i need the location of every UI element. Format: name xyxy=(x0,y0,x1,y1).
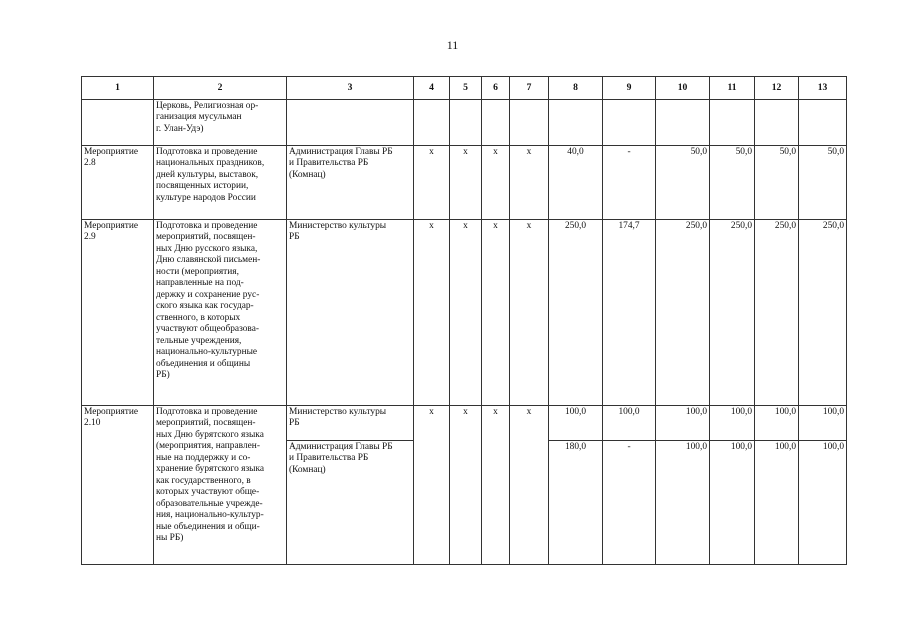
value-cell: 180,0 xyxy=(549,441,603,565)
measure-cell: Мероприятие 2.8 xyxy=(82,146,154,220)
value-cell: х xyxy=(414,406,450,565)
measure-cell: Мероприятие 2.10 xyxy=(82,406,154,565)
value-cell: 100,0 xyxy=(656,441,710,565)
header-cell: 2 xyxy=(154,77,287,100)
header-cell: 10 xyxy=(656,77,710,100)
value-cell xyxy=(414,100,450,146)
value-cell xyxy=(450,100,482,146)
value-cell: 100,0 xyxy=(656,406,710,441)
executor-cell: Администрация Главы РБ и Правительства РБ (Комнац) xyxy=(287,146,414,220)
value-cell: 40,0 xyxy=(549,146,603,220)
value-cell: 250,0 xyxy=(710,220,755,406)
value-cell: 50,0 xyxy=(755,146,799,220)
value-cell: 250,0 xyxy=(549,220,603,406)
header-cell: 8 xyxy=(549,77,603,100)
value-cell xyxy=(710,100,755,146)
value-cell: х xyxy=(510,220,549,406)
value-cell: х xyxy=(510,406,549,565)
value-cell: 250,0 xyxy=(755,220,799,406)
header-row xyxy=(82,77,847,100)
value-cell: 100,0 xyxy=(755,406,799,441)
executor-cell: Министерство культуры РБ xyxy=(287,406,414,441)
header-cell: 9 xyxy=(603,77,656,100)
header-cell: 13 xyxy=(799,77,847,100)
header-cell: 7 xyxy=(510,77,549,100)
value-cell: 174,7 xyxy=(603,220,656,406)
description-cell: Церковь, Религиозная ор- ганизация мусульман г. Улан-Удэ) xyxy=(154,100,287,146)
value-cell: - xyxy=(603,441,656,565)
program-table xyxy=(81,76,847,565)
header-cell: 11 xyxy=(710,77,755,100)
executor-cell: Министерство культуры РБ xyxy=(287,220,414,406)
value-cell: 100,0 xyxy=(799,441,847,565)
value-cell: х xyxy=(414,220,450,406)
value-cell: 50,0 xyxy=(656,146,710,220)
description-cell: Подготовка и проведение национальных праздников, дней культуры, выставок, посвященных истории, культуре народов России xyxy=(154,146,287,220)
page-number: 11 xyxy=(446,38,459,52)
table-row xyxy=(82,100,847,146)
value-cell xyxy=(656,100,710,146)
description-cell: Подготовка и проведение мероприятий, посвящен- ных Дню бурятского языка (мероприятия, направлен- ные на поддержку и со- хранение бурятского языка как государственного, в которых участвуют обще- образовательные учрежде- ния, национально-культур- ные объединения и общи- ны РБ) xyxy=(154,406,287,565)
header-cell: 4 xyxy=(414,77,450,100)
value-cell: 250,0 xyxy=(656,220,710,406)
executor-cell xyxy=(287,100,414,146)
measure-cell: Мероприятие 2.9 xyxy=(82,220,154,406)
value-cell: х xyxy=(482,220,510,406)
value-cell: 100,0 xyxy=(799,406,847,441)
value-cell: 100,0 xyxy=(755,441,799,565)
value-cell: х xyxy=(414,146,450,220)
value-cell: х xyxy=(482,146,510,220)
value-cell: - xyxy=(603,146,656,220)
value-cell: 100,0 xyxy=(710,441,755,565)
description-cell: Подготовка и проведение мероприятий, посвящен- ных Дню русского языка, Дню славянской письмен- ности (мероприятия, направленные на под- держку и сохранение рус- ского языка как государ- ственного, в которых участвуют общеобразова- тельные учреждения, национально-культурные объединения и общины РБ) xyxy=(154,220,287,406)
measure-cell xyxy=(82,100,154,146)
value-cell xyxy=(755,100,799,146)
table-row xyxy=(82,146,847,220)
header-cell: 5 xyxy=(450,77,482,100)
value-cell xyxy=(799,100,847,146)
value-cell: 100,0 xyxy=(603,406,656,441)
value-cell: х xyxy=(510,146,549,220)
value-cell: 100,0 xyxy=(710,406,755,441)
value-cell: 50,0 xyxy=(710,146,755,220)
executor-cell: Администрация Главы РБ и Правительства РБ (Комнац) xyxy=(287,441,414,565)
table-row xyxy=(82,220,847,406)
value-cell: 100,0 xyxy=(549,406,603,441)
header-cell: 3 xyxy=(287,77,414,100)
value-cell xyxy=(510,100,549,146)
value-cell: х xyxy=(482,406,510,565)
header-cell: 1 xyxy=(82,77,154,100)
value-cell xyxy=(603,100,656,146)
value-cell: 250,0 xyxy=(799,220,847,406)
header-cell: 6 xyxy=(482,77,510,100)
value-cell: 50,0 xyxy=(799,146,847,220)
value-cell xyxy=(549,100,603,146)
table-row xyxy=(82,406,847,441)
value-cell: х xyxy=(450,406,482,565)
header-cell: 12 xyxy=(755,77,799,100)
value-cell: х xyxy=(450,220,482,406)
value-cell: х xyxy=(450,146,482,220)
value-cell xyxy=(482,100,510,146)
